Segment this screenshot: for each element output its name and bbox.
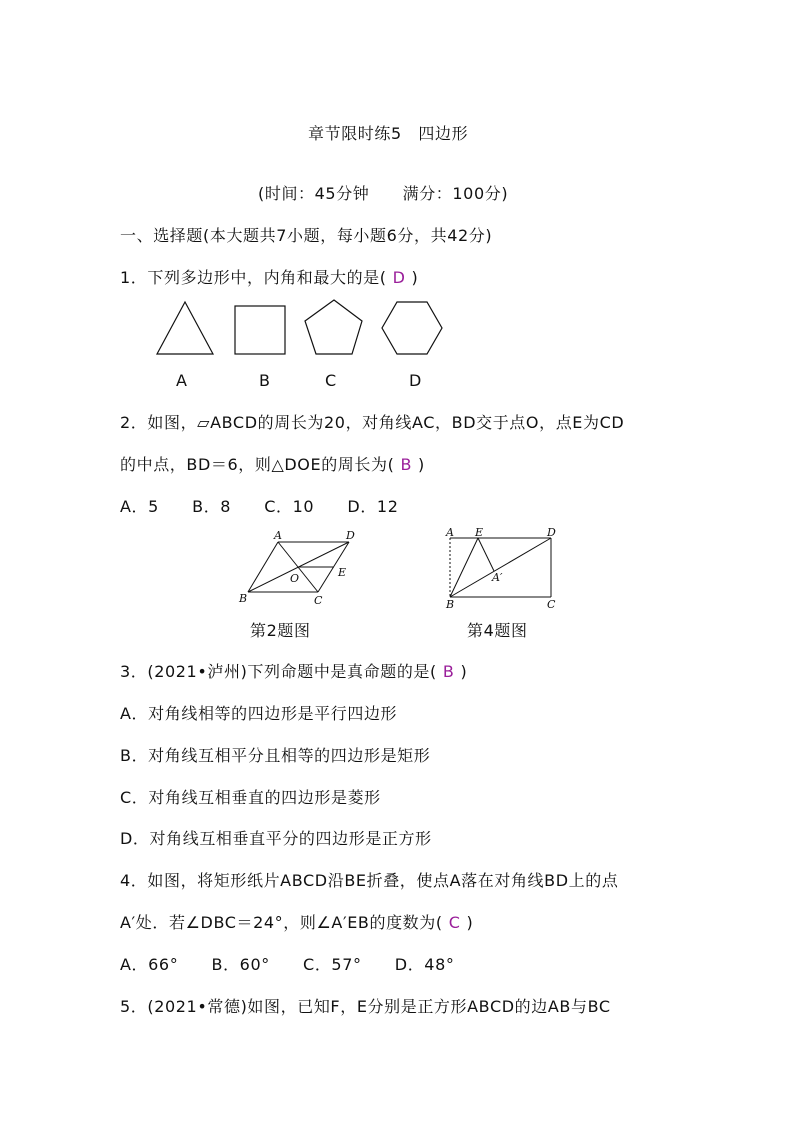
- fig4-label-c: C: [547, 598, 556, 611]
- q2-answer: B: [400, 455, 413, 474]
- square-shape: [235, 306, 285, 354]
- q1-stem: 1．下列多边形中，内角和最大的是( D ): [120, 268, 419, 287]
- q4-options: A．66° B．60° C．57° D．48°: [120, 955, 455, 974]
- fig4-label-a-prime: A′: [492, 571, 503, 584]
- fig4-label-a: A: [446, 526, 454, 539]
- q1-answer: D: [392, 268, 406, 287]
- q3-option-c: C．对角线互相垂直的四边形是菱形: [120, 788, 381, 807]
- q2-figure-caption: 第2题图: [250, 621, 311, 640]
- q4-answer: C: [448, 913, 461, 932]
- q1-label-c: C: [325, 371, 337, 390]
- q3-option-b: B．对角线互相平分且相等的四边形是矩形: [120, 746, 431, 765]
- exam-meta: (时间：45分钟 满分：100分): [258, 184, 509, 203]
- section-heading: 一、选择题(本大题共7小题，每小题6分，共42分): [120, 226, 493, 245]
- fig2-label-a: A: [274, 529, 282, 542]
- q3-answer: B: [442, 662, 455, 681]
- page-title: 章节限时练5 四边形: [308, 124, 469, 143]
- q5-line1: 5．(2021•常德)如图，已知F，E分别是正方形ABCD的边AB与BC: [120, 997, 611, 1016]
- q3-stem: 3．(2021•泸州)下列命题中是真命题的是( B ): [120, 662, 468, 681]
- pentagon-shape: [305, 300, 362, 354]
- q1-label-b: B: [259, 371, 271, 390]
- fig2-label-e: E: [338, 566, 347, 579]
- q2-line1: 2．如图，▱ABCD的周长为20，对角线AC，BD交于点O，点E为CD: [120, 413, 625, 432]
- q1-label-d: D: [409, 371, 422, 390]
- q2-options: A．5 B．8 C．10 D．12: [120, 497, 399, 516]
- fig4-label-b: B: [446, 598, 455, 611]
- q3-option-a: A．对角线相等的四边形是平行四边形: [120, 704, 398, 723]
- fig4-label-e: E: [475, 526, 484, 539]
- fig2-label-o: O: [290, 572, 300, 585]
- fig4-label-d: D: [547, 526, 556, 539]
- triangle-shape: [157, 302, 213, 354]
- q4-line1: 4．如图，将矩形纸片ABCD沿BE折叠，使点A落在对角线BD上的点: [120, 871, 619, 890]
- fig2-label-d: D: [346, 529, 355, 542]
- q2-line2: 的中点，BD＝6，则△DOE的周长为( B ): [120, 455, 425, 474]
- fig2-label-b: B: [239, 592, 248, 605]
- q1-shapes: [0, 296, 794, 416]
- hexagon-shape: [382, 302, 442, 354]
- q4-line2: A′处．若∠DBC＝24°，则∠A′EB的度数为( C ): [120, 913, 474, 932]
- q1-label-a: A: [176, 371, 188, 390]
- fig2-label-c: C: [314, 594, 323, 607]
- q4-figure-caption: 第4题图: [467, 621, 528, 640]
- q3-option-d: D．对角线互相垂直平分的四边形是正方形: [120, 829, 432, 848]
- q4-figure: [0, 528, 794, 618]
